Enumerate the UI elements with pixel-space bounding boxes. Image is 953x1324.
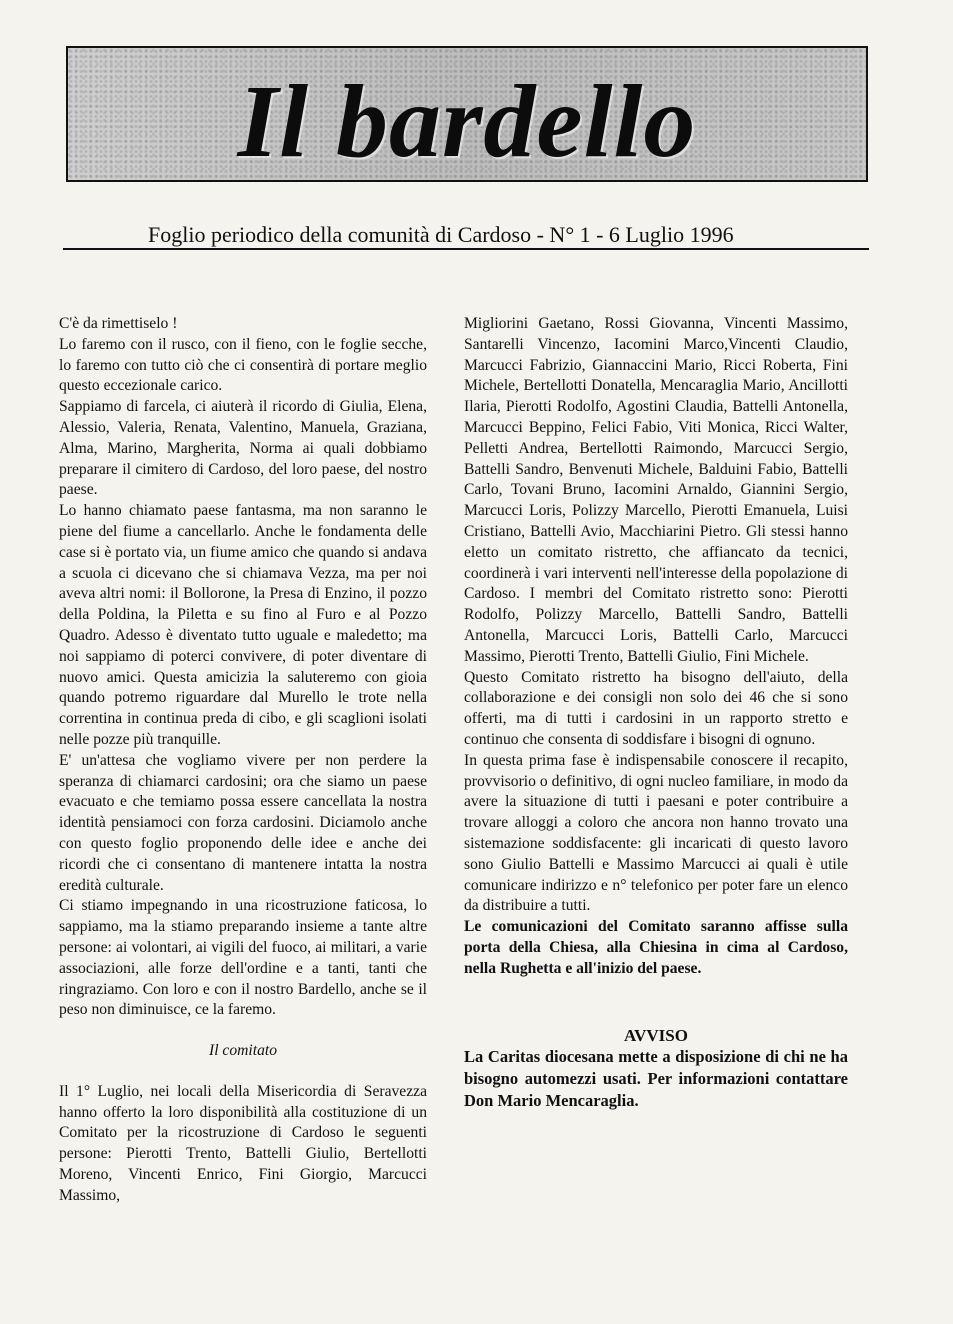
avviso-text: La Caritas diocesana mette a disposizione di chi ne ha bisogno automezzi usati. Per informazioni contattare Don Mario Mencaraglia. bbox=[464, 1047, 848, 1111]
issue-subtitle: Foglio periodico della comunità di Cardoso - N° 1 - 6 Luglio 1996 bbox=[148, 222, 734, 247]
paragraph: In questa prima fase è indispensabile conoscere il recapito, provvisorio o definitivo, di ogni nucleo familiare, in modo da avere la situazione di tutti i paesani e poter contribuire a trovare alloggi a coloro che ancora non hanno trovato una sistemazione soddisfacente: gli incaricati di questo lavoro sono Giulio Battelli e Massimo Marcucci ai quali è utile comunicare indirizzo e n° telefonico per poter fare un elenco da distribuire a tutti. bbox=[464, 751, 848, 915]
masthead bbox=[66, 46, 868, 182]
left-column bbox=[59, 314, 427, 1207]
paragraph: Il 1° Luglio, nei locali della Misericordia di Seravezza hanno offerto la loro disponibilità alla costituzione di un Comitato per la ricostruzione di Cardoso le seguenti persone: Pierotti Trento, Battelli Giulio, Bertellotti Moreno, Vincenti Enrico, Fini Giorgio, Marcucci Massimo, bbox=[59, 1082, 427, 1204]
paragraph: Ci stiamo impegnando in una ricostruzione faticosa, lo sappiamo, ma la stiamo preparando insieme a tante altre persone: ai volontari, ai vigili del fuoco, ai militari, a varie associazioni, alle forze dell'ordine e a tanti, tanti che ringraziamo. Con loro e con il nostro Bardello, anche se il peso non diminuisce, ce la faremo. bbox=[59, 897, 427, 1019]
newspaper-title: Il bardello bbox=[237, 64, 697, 179]
signature: Il comitato bbox=[209, 1042, 277, 1060]
paragraph: E' un'attesa che vogliamo vivere per non perdere la speranza di chiamarci cardosini; ora che siamo un paese evacuato e che temiamo possa essere cancellata la nostra identità pensiamoci con forza cardosini. Diciamolo anche con questo foglio proponendo delle idee e anche dei ricordi che ci consentano di mantenere intatta la nostra eredità culturale. bbox=[59, 751, 427, 894]
paragraph: Sappiamo di farcela, ci aiuterà il ricordo di Giulia, Elena, Alessio, Valeria, Renata, Valentino, Manuela, Graziana, Alma, Marino, Margherita, Norma ai quali dobbiamo preparare il cimitero di Cardoso, del loro paese, del nostro paese. bbox=[59, 398, 427, 499]
paragraph: Lo hanno chiamato paese fantasma, ma non saranno le piene del fiume a cancellarlo. Anche le fondamenta delle case si è portato via, un fiume amico che quando si andava a scuola ci dicevano che si chiamava Vezza, ma per noi aveva altri nomi: il Bollorone, la Presa di Enzino, il pozzo della Poldina, la Piletta e su fino al Furo e al Pozzo Quadro. Adesso è diventato tutto uguale e maledetto; ma noi sappiamo di poterci convivere, di poter diventare di nuovo amici. Questa amicizia la saluteremo con gioia quando potremo riguardare dal Murello le trote nella correntina in continua preda di cibo, e gli scaglioni isolati nelle pozze più tranquille. bbox=[59, 502, 427, 748]
header-divider bbox=[63, 248, 869, 250]
paragraph: Migliorini Gaetano, Rossi Giovanna, Vincenti Massimo, Santarelli Vincenzo, Iacomini Marco,Vincenti Claudio, Marcucci Fabrizio, Giannaccini Mario, Ricci Roberta, Fini Michele, Bertellotti Donatella, Mencaraglia Mario, Ancillotti Ilaria, Pierotti Rodolfo, Agostini Claudia, Battelli Antonella, Marcucci Beppino, Felici Fabio, Viti Monica, Ricci Walter, Pelletti Andrea, Bertellotti Raimondo, Marcucci Sergio, Battelli Sandro, Benvenuti Michele, Balduini Fabio, Battelli Carlo, Tovani Bruno, Iacomini Arnaldo, Giannini Sergio, Marcucci Loris, Polizzy Marcello, Pierotti Emanuela, Luisi Cristiano, Battelli Avio, Macchiarini Pietro. Gli stessi hanno eletto un comitato ristretto, che affiancato da tecnici, coordinerà i vari interventi nell'interesse della popolazione di Cardoso. I membri del Comitato ristretto sono: Pierotti Rodolfo, Polizzy Marcello, Battelli Sandro, Battelli Antonella, Marcucci Loris, Battelli Carlo, Marcucci Massimo, Pierotti Trento, Battelli Giulio, Fini Michele. bbox=[464, 315, 848, 665]
notice-text: Le comunicazioni del Comitato saranno affisse sulla porta della Chiesa, alla Chiesina in cima al Cardoso, nella Rughetta e all'inizio del paese. bbox=[464, 918, 848, 977]
paragraph: Questo Comitato ristretto ha bisogno dell'aiuto, della collaborazione e dei consigli non solo dei 46 che si sono offerti, ma di tutti i cardosini in un rapporto stretto e continuo che consenta di soddisfare i bisogni di ognuno. bbox=[464, 668, 848, 748]
right-column bbox=[464, 314, 848, 1112]
avviso-heading: AVVISO bbox=[624, 1025, 688, 1045]
paragraph: Lo faremo con il rusco, con il fieno, con le foglie secche, lo faremo con tutto ciò che ci consentirà di portare meglio questo eccezionale carico. bbox=[59, 335, 427, 395]
paragraph: C'è da rimettiselo ! bbox=[59, 315, 178, 332]
